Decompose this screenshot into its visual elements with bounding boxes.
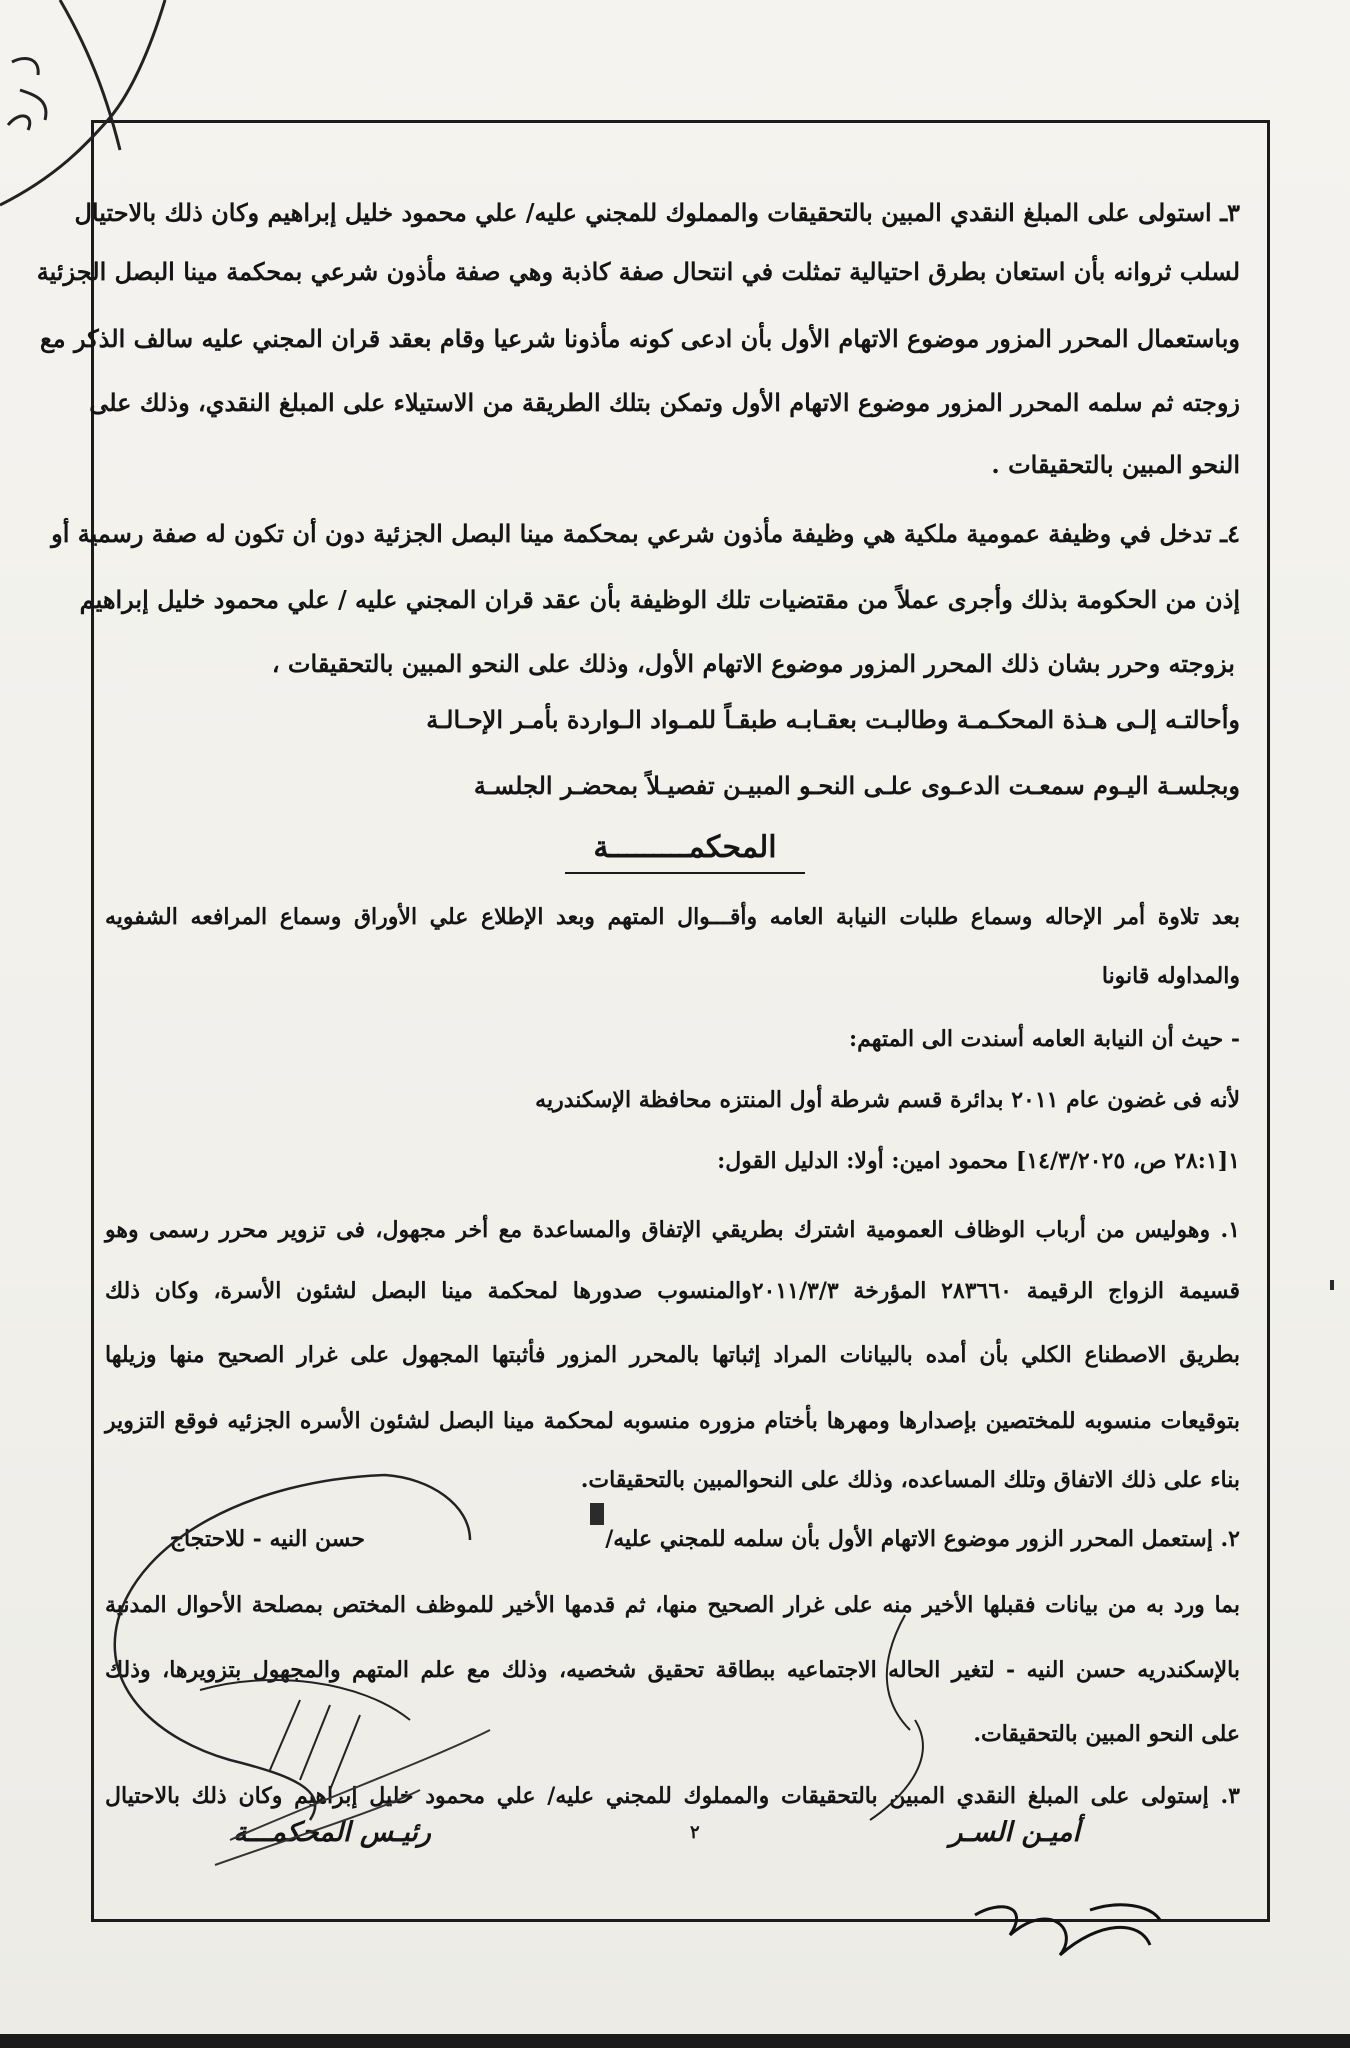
text-line: وباستعمال المحرر المزور موضوع الاتهام الأول بأن ادعى كونه مأذونا شرعيا وقام بعقد قران المجني عليه سالف الذكر مع [40,324,1240,353]
text-line: زوجته ثم سلمه المحرر المزور موضوع الاتهام الأول وتمكن بتلك الطريقة من الاستيلاء على المبلغ النقدي، وذلك على [89,388,1240,417]
clerk-signature [975,1905,1160,1955]
ink-mark [590,1503,604,1525]
ink-mark [1330,1280,1334,1290]
margin-scribble [8,58,46,130]
clerk-label: أميـن السـر [949,1817,1080,1848]
text-line: قسيمة الزواج الرقيمة ٢٨٣٦٦٠ المؤرخة ٢٠١١/٣/٣والمنسوب صدورها لمحكمة مينا البصل لشئون الأسرة، وكان ذلك [105,1278,1240,1304]
signature-stroke [200,1680,410,1790]
court-president-label: رئيـس المحكمـــة [233,1817,431,1848]
text-line: ٢. إستعمل المحرر الزور موضوع الاتهام الأول بأن سلمه للمجني عليه/ [605,1526,1240,1552]
text-line: بزوجته وحرر بشان ذلك المحرر المزور موضوع الاتهام الأول، وذلك على النحو المبين بالتحقيقات ، [271,649,1235,678]
text-line: ٣ـ استولى على المبلغ النقدي المبين بالتحقيقات والمملوك للمجني عليه/ علي محمود خليل إبراهيم وكان ذلك بالاحتيال [74,198,1240,227]
text-line: بتوقيعات منسوبه للمختصين بإصدارها ومهرها بأختام مزوره منسوبه لمحكمة مينا البصل لشئون الأسره الجزئيه فوقع التزوير [105,1408,1240,1434]
text-line: لأنه فى غضون عام ٢٠١١ بدائرة قسم شرطة أول المنتزه محافظة الإسكندريه [535,1087,1240,1113]
text-line: ٣. إستولى على المبلغ النقدي المبين بالتحقيقات والمملوك للمجني عليه/ علي محمود خليل إبراهيم وكان ذلك بالاحتيال [105,1783,1240,1809]
text-line: - حيث أن النيابة العامه أسندت الى المتهم: [849,1026,1240,1052]
text-line: بما ورد به من بيانات فقبلها الأخير منه على غرار الصحيح منها، ثم قدمها الأخير للموظف المختص بمصلحة الأحوال المدنية [105,1592,1240,1618]
text-line: ١[٢٨:١ ص، ١٤/٣/٢٠٢٥] محمود امين: أولا: الدليل القول: [717,1148,1240,1174]
page-number: ٢ [690,1822,700,1843]
text-line: ٤ـ تدخل في وظيفة عمومية ملكية هي وظيفة مأذون شرعي بمحكمة مينا البصل الجزئية دون أن تكون له صفة رسمية أو [51,519,1240,548]
text-line: إذن من الحكومة بذلك وأجرى عملاً من مقتضيات تلك الوظيفة بأن عقد قران المجني عليه / علي محمود خليل إبراهيم [79,585,1240,614]
text-line: بالإسكندريه حسن النيه - لتغير الحاله الاجتماعيه ببطاقة تحقيق شخصيه، وذلك مع علم المتهم والمجهول بتزويرها، وذلك [105,1657,1240,1683]
text-line: النحو المبين بالتحقيقات . [991,450,1240,479]
text-line: حسن النيه - للاحتجاج [169,1526,365,1552]
scan-edge [0,2034,1350,2048]
text-line: والمداوله قانونا [1101,963,1240,989]
text-line: ١. وهوليس من أرباب الوظاف العمومية اشترك بطريقي الإتفاق والمساعدة مع أخر مجهول، فى تزوير محرر رسمى وهو [105,1217,1240,1243]
text-line: وبجلسـة اليـوم سمعـت الدعـوى علـى النحـو المبيـن تفصيـلاً بمحضـر الجلسـة [473,771,1240,800]
text-line: بناء على ذلك الاتفاق وتلك المساعده، وذلك على النحوالمبين بالتحقيقات. [580,1467,1240,1493]
signature-stroke [870,1615,923,1820]
text-line: لسلب ثروانه بأن استعان بطرق احتيالية تمثلت في انتحال صفة كاذبة وهي صفة مأذون شرعي بمحكمة مينا البصل الجزئية [36,257,1240,286]
signature-stroke [215,1730,490,1865]
margin-stroke [0,0,165,205]
text-line: بطريق الاصطناع الكلي بأن أمده بالبيانات المراد إثباتها بالمحرر المزور فأثبتها المجهول على غرار الصحيح منها وزيلها [105,1342,1240,1368]
text-line: على النحو المبين بالتحقيقات. [973,1721,1240,1747]
section-heading-text: المحكمـــــــــة [593,830,777,865]
margin-stroke [60,0,120,150]
signature-stroke [115,1475,470,1820]
text-line: بعد تلاوة أمر الإحاله وسماع طلبات النيابة العامه وأقـــوال المتهم وبعد الإطلاع علي الأوراق وسماع المرافعه الشفويه [105,904,1240,930]
text-line: وأحالتـه إلـى هـذة المحكـمـة وطالبـت بعقـابـه طبقـاً للمـواد الـواردة بأمـر الإحـالـة [426,705,1240,734]
